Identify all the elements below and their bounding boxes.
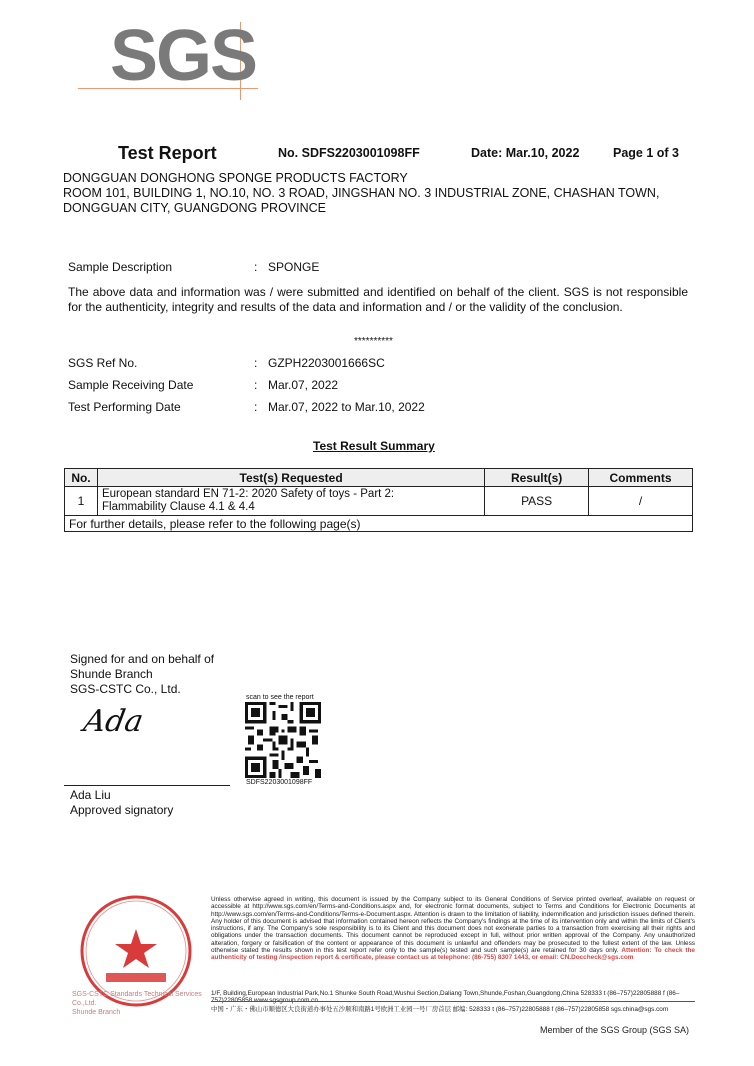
header-comments: Comments [589,469,693,487]
report-title: Test Report [118,143,217,163]
footer-address-cn: 中国・广东・佛山市顺德区大良街道办事处五沙顺和南路1号欧洲工业园一号厂房首层 邮编: 528333 t (86–757)22805888 f (86–757)22805858 sgs.china@sgs.com [211,1006,669,1013]
row-result: PASS [485,487,589,516]
seal-caption-line1: SGS-CSTC Standards Technical Services Co.,Ltd. [72,991,202,1007]
qr-caption: scan to see the report [246,694,314,701]
signer-block [70,788,173,818]
header-test: Test(s) Requested [97,469,484,487]
sgs-ref-value: GZPH2203001666SC [268,356,385,370]
signer-name: Ada Liu [70,788,111,802]
row-no: 1 [65,487,98,516]
colon: : [254,260,258,274]
receiving-date-label: Sample Receiving Date [68,378,194,392]
client-name: DONGGUAN DONGHONG SPONGE PRODUCTS FACTORY [63,171,408,185]
sample-description-value: SPONGE [268,260,320,274]
performing-date-value: Mar.07, 2022 to Mar.10, 2022 [268,400,425,414]
colon: : [254,356,258,370]
signed-line3: SGS-CSTC Co., Ltd. [70,682,181,696]
member-text: Member of the SGS Group (SGS SA) [540,1025,690,1035]
sample-description-label: Sample Description [68,260,173,274]
separator: ********** [354,336,393,347]
handwritten-signature: Ada [80,704,146,739]
client-address-line1: ROOM 101, BUILDING 1, NO.10, NO. 3 ROAD, JINGSHAN NO. 3 INDUSTRIAL ZONE, CHASHAN TOWN, [63,186,660,200]
report-date: Date: Mar.10, 2022 [471,146,580,160]
colon: : [254,400,258,414]
signed-line2: Shunde Branch [70,667,153,681]
row-comments: / [589,487,693,516]
colon: : [254,378,258,392]
table-row [65,487,693,516]
terms-block [211,896,695,962]
table-footnote-row [65,516,693,532]
signed-line1: Signed for and on behalf of [70,652,215,666]
receiving-date-value: Mar.07, 2022 [268,378,339,392]
sgs-logo: SGS [110,16,257,96]
footer-address-en: 1/F, Building,European Industrial Park,No.1 Shunke South Road,Wushui Section,Daliang Town,Shunde,Foshan,Guangdong,China 528333 t (86–757)22805888 f (86– [211,990,680,997]
terms-text: Unless otherwise agreed in writing, this document is issued by the Company subject to its General Conditions of Service printed overleaf, available on request or accessible at http://www.sgs.com/en/Terms-and-Conditions.aspx and, for electronic format documents, subject to Terms and Conditions for Electronic Documents at http://www.sgs.com/en/Terms-and-Conditions/Terms-e-Document.aspx. Attention is drawn to the limitation of liability, indemnification and jurisdiction issues defined therein. Any holder of this document is advised that information contained hereon reflects the Company's findings at the time of its intervention only and within the limits of Client's instructions, if any. The Company's sole responsibility is to its Client and this document does not exonerate parties to a transaction from exercising all their rights and obligations under the transaction documents. This document cannot be reproduced except in full, without prior written approval of the Company. Any unauthorized alteration, forgery or falsification of the content or appearance of this document is unlawful and offenders may be prosecuted to the fullest extent of the law. Unless otherwise stated the results shown in this test report refer only to the sample(s) tested and such sample(s) are retained for 30 days only. [211,896,695,955]
qr-code-text: SDFS2203001098FF [246,779,313,786]
report-number: No. SDFS2203001098FF [278,146,420,160]
attention-text: Attention: To check the authenticity of testing /inspection report & certificate, please contact us at telephone: (86-755) 8307 1443, or email: CN.Doccheck@sgs.com [211,947,695,962]
row-test-line2: Flammability Clause 4.1 & 4.4 [101,501,255,513]
header-result: Result(s) [485,469,589,487]
sgs-ref-label: SGS Ref No. [68,356,138,370]
summary-title: Test Result Summary [313,439,435,453]
table-header-row [65,469,693,487]
client-block [63,171,743,216]
row-test-line1: European standard EN 71-2: 2020 Safety of toys - Part 2: [101,488,395,500]
signature-line [64,785,230,786]
signature-block [70,652,214,697]
qr-code-icon[interactable] [245,702,321,778]
disclaimer-text: The above data and information was / were submitted and identified on behalf of the client. SGS is not responsible for the authenticity, integrity and results of the data and information and / or the validity of the conclusion. [68,285,688,314]
table-footnote: For further details, please refer to the following page(s) [65,516,693,532]
seal-caption [72,990,212,1017]
seal-caption-line2: Shunde Branch [72,1009,121,1016]
client-address-line2: DONGGUAN CITY, GUANGDONG PROVINCE [63,201,326,215]
performing-date-label: Test Performing Date [68,400,181,414]
footer-rule [211,1001,695,1002]
row-test [97,487,484,516]
page-indicator: Page 1 of 3 [613,146,679,160]
header-no: No. [65,469,98,487]
signer-role: Approved signatory [70,803,174,817]
results-table [64,468,693,532]
